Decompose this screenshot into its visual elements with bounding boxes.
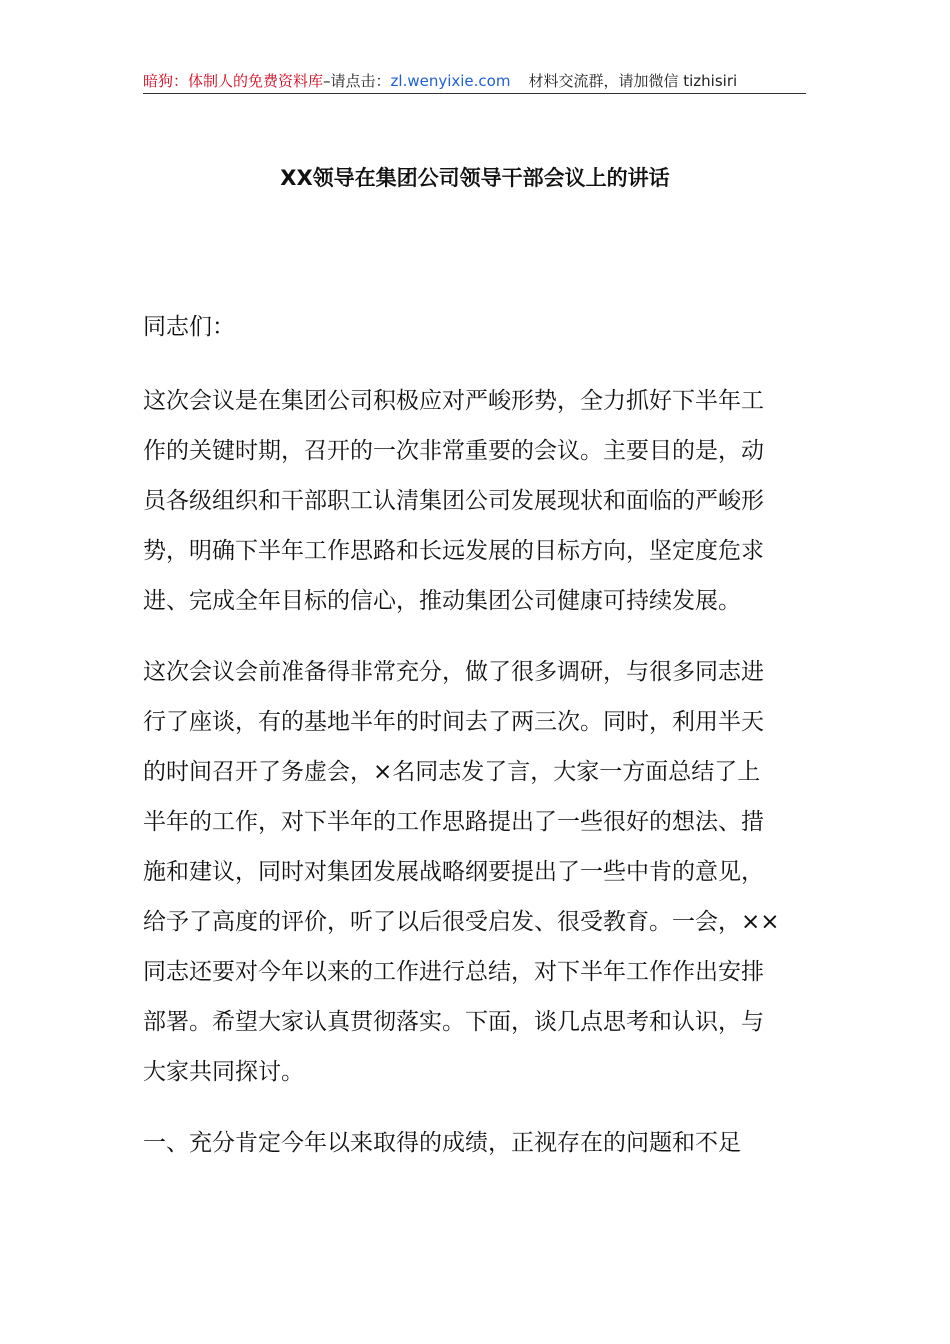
header-link[interactable]: zl.wenyixie.com: [390, 72, 511, 90]
header-banner: [143, 70, 806, 94]
header-prompt: –请点击：: [323, 72, 391, 90]
paragraph-line: 行了座谈，有的基地半年的时间去了两三次。同时，利用半天: [143, 709, 764, 735]
paragraph-line: 员各级组织和干部职工认清集团公司发展现状和面临的严峻形: [143, 488, 764, 514]
paragraph-1: [143, 376, 805, 626]
paragraph-line: 势，明确下半年工作思路和长远发展的目标方向，坚定度危求: [143, 538, 764, 564]
paragraph-line: 施和建议，同时对集团发展战略纲要提出了一些中肯的意见，: [143, 859, 764, 885]
paragraph-line: 的时间召开了务虚会，×名同志发了言，大家一方面总结了上: [143, 759, 761, 785]
paragraph-2: [143, 647, 805, 1097]
paragraph-line: 给予了高度的评价，听了以后很受启发、很受教育。一会，××: [143, 909, 780, 935]
section-heading-1: 一、充分肯定今年以来取得的成绩，正视存在的问题和不足: [143, 1130, 741, 1156]
paragraph-line: 半年的工作，对下半年的工作思路提出了一些很好的想法、措: [143, 809, 764, 835]
paragraph-line: 大家共同探讨。: [143, 1059, 304, 1085]
paragraph-line: 作的关键时期，召开的一次非常重要的会议。主要目的是，动: [143, 438, 764, 464]
salutation: 同志们：: [143, 314, 235, 340]
paragraph-line: 进、完成全年目标的信心，推动集团公司健康可持续发展。: [143, 588, 741, 614]
paragraph-line: 这次会议是在集团公司积极应对严峻形势，全力抓好下半年工: [143, 388, 764, 414]
header-contact: 材料交流群，请加微信 tizhisiri: [528, 72, 738, 90]
paragraph-line: 这次会议会前准备得非常充分，做了很多调研，与很多同志进: [143, 659, 764, 685]
header-divider: [143, 93, 806, 94]
paragraph-line: 同志还要对今年以来的工作进行总结，对下半年工作作出安排: [143, 959, 764, 985]
document-title: XX领导在集团公司领导干部会议上的讲话: [280, 166, 670, 190]
header-brand: 暗狗：体制人的免费资料库: [143, 72, 324, 90]
paragraph-line: 部署。希望大家认真贯彻落实。下面，谈几点思考和认识，与: [143, 1009, 764, 1035]
